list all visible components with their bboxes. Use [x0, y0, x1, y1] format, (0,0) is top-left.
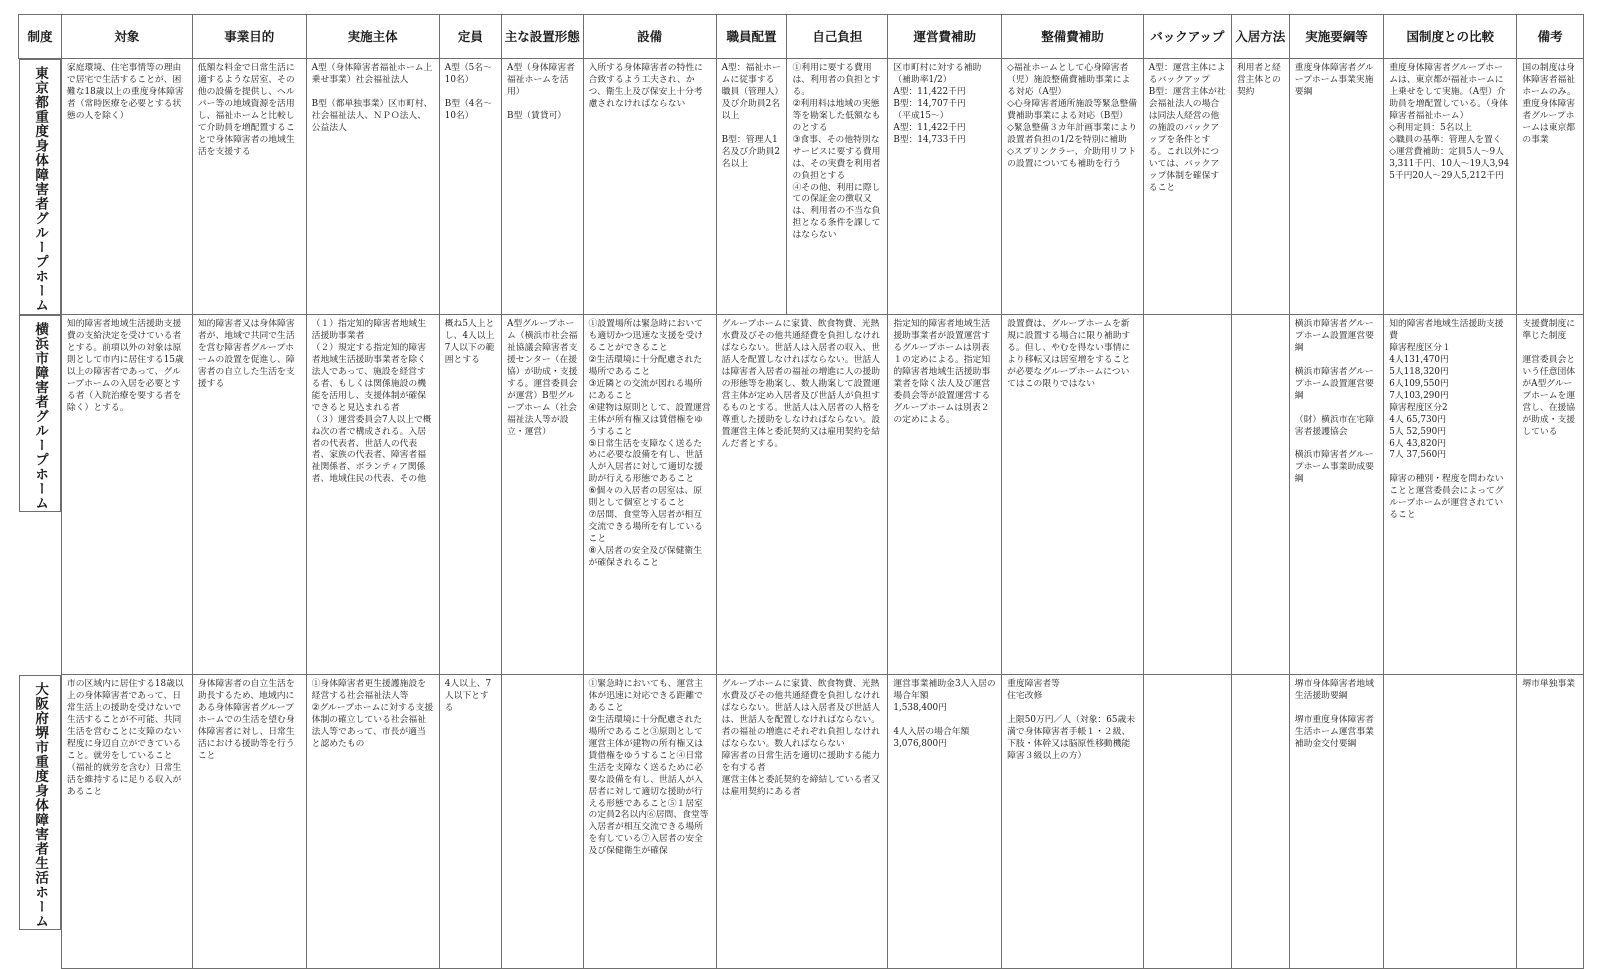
- backup-cell: [1145, 676, 1230, 682]
- header-guidelines: 実施要綱等: [1289, 15, 1383, 59]
- comparison-cell: 知的障害者地域生活援助支援費 障害程度区分１ 4人131,470円 5人118,320円 6人109,550円 7人103,290円 障害程度区分2 4人 65,730円 5人 52,590円 6人 43,820円 7人 37,560円 障害の種別・程度を問わないことと運営委員会によってグループホームが運営されていること: [1389, 319, 1504, 521]
- purpose-cell: 低額な料金で日常生活に適するような居室、その他の設備を提供し、ヘルパー等の地域資源を活用し、福祉ホームと比較して介助員を増配置することで身体障害者の地域生活を支援する: [197, 63, 295, 157]
- system-name: 大阪府堺市重度身体障害者生活ホーム: [32, 681, 49, 928]
- header-equipment: 設備: [583, 15, 716, 59]
- header-target: 対象: [61, 15, 192, 59]
- backup-cell: A型：運営主体によるバックアップ B型：運営主体が社会福祉法人の場合は同法人経営の他の施設のバックアップを条件とする。これ以外については、バックアップ体制を確保すること: [1148, 63, 1226, 193]
- operator-cell: （１）指定知的障害者地域生活援助事業者 （２）規定する指定知的障害者地域生活援助事業者を除く法人であって、施設を経営する者、もしくは関係施設の機能を活用し、支援体制が確保できると見込まれる者 （３）運営委員会7人以上で概ね次の者で構成される。入居者の代表者、世話人の代表者、家族の代表者、障害者福祉関係者、ボランティア関係者、地域住民の代表、その他: [311, 319, 432, 485]
- purpose-cell: 知的障害者又は身体障害者が、地域で共同で生活を営む障害者グループホームの設置を促進し、障害者の自立した生活を支援する: [197, 319, 295, 389]
- remarks-cell: 国の制度は身体障害者福祉ホームのみ。 重度身体障害者グループホームは東京都の事業: [1522, 63, 1576, 145]
- admission-cell: [1233, 316, 1288, 322]
- table-row-yokohama: [19, 315, 1584, 675]
- backup-cell: [1145, 316, 1230, 322]
- target-cell: 市の区域内に居住する18歳以上の身体障害者であって、日常生活上の援助を受けないで生活することが不可能、共同生活を営むことに支障のない程度に身辺自立ができていること。就労をしていること（福祉的就労を含む）日常生活を維持するに足りる収入があること: [66, 679, 184, 797]
- operation-subsidy-cell: 運営事業補助金3人入居の場合年額 1,538,400円 4人入居の場合年額 3,076,800円: [893, 679, 996, 749]
- header-remarks: 備考: [1517, 15, 1584, 59]
- guidelines-cell: 横浜市障害者グループホーム設置運営要綱 横浜市障害者グループホーム設置運営要綱 （財）横浜市在宅障害者援護協会 横浜市障害者グループホーム事業助成要綱: [1294, 319, 1374, 485]
- system-name: 横浜市障害者グループホーム: [32, 321, 49, 510]
- header-system: 制度: [19, 15, 62, 59]
- system-name-cell: [19, 315, 61, 513]
- header-admission: 入居方法: [1231, 15, 1289, 59]
- comparison-table-sheet: [18, 14, 1584, 944]
- equipment-cell: ①設置場所は緊急時においても適切かつ迅速な支援を受けることができること ②生活環境に十分配慮された場所であること ③近隣との交流が図れる場所にあること ④建物は原則として、設置運営主体が所有権又は賃借権をゆうすること ⑤日常生活を支障なく送るために必要な設備を有し、世話人が入居者に対して適切な援助が行える形態であること ⑥個々の入居者の居室は、原則として個室とすること ⑦居間、食堂等入居者が相互交流できる場所を有していること ⑧入居者の安全及び保健衛生が確保されること: [588, 319, 711, 569]
- self-burden-cell: ①利用に要する費用は、利用者の負担とする。 ②利用料は地域の実態等を勘案した低額なものとする ③食事、その他特別なサービスに要する費用は、その実費を利用者の負担とする ④その他、利用に際しての保証金の徴収又は、利用者の不当な負担となる条件を課してはならない: [792, 63, 881, 241]
- comparison-table: [18, 14, 1584, 969]
- maintenance-subsidy-cell: 設置費は、グループホームを新規に設置する場合に限り補助する。但し、やむを得ない事情により移転又は居室増をすることが必要なグループホームについてはこの限りではない: [1007, 319, 1131, 389]
- operator-cell: A型（身体障害者福祉ホーム上乗せ事業）社会福祉法人 B型（都単独事業）区市町村、社会福祉法人、ＮＰＯ法人、公益法人: [311, 63, 433, 133]
- facility-type-cell: A型（身体障害者福祉ホームを活用） B型（賃貸可）: [506, 63, 575, 121]
- header-facility-type: 主な設置形態: [501, 15, 583, 59]
- staffing-cell: A型：福祉ホームに従事する職員（管理人）及び介助員2名以上 B型：管理人1名及び介助員2名以上: [721, 63, 781, 169]
- capacity-cell: A型（5名〜10名） B型（4名〜10名）: [444, 63, 492, 121]
- operation-subsidy-cell: 指定知的障害者地域生活援助事業者が設置運営するグループホームは別表１の定めによる。指定知的障害者地域生活援助事業者を除く法人及び運営委員会等が設置運営するグループホームは別表２の定めによる。: [893, 319, 991, 425]
- header-backup: バックアップ: [1143, 15, 1231, 59]
- header-purpose: 事業目的: [192, 15, 306, 59]
- remarks-cell: 堺市単独事業: [1522, 679, 1576, 689]
- staffing-cell: グループホームに家賃、飲食物費、光熱水費及びその他共通経費を負担しなければならない。世話人は入居者の収入、世話人を配置しなければならない。世話人は障害者入居者の福祉の増進に人の援助の形態等を勘案し、数人勘案して設置運営主体が定め入居者及び世話人が負担するものとする。世話人は入居者の人格を尊重した援助をしなければならない。設置運営主体と委託契約又は雇用契約を結んだ者とする。: [721, 319, 880, 449]
- facility-type-cell: [503, 676, 582, 682]
- admission-cell: [1233, 676, 1288, 682]
- header-capacity: 定員: [439, 15, 501, 59]
- purpose-cell: 身体障害者の自立生活を助長するため、地域内にある身体障害者グループホームでの生活を望む身体障害者に対し、日常生活における援助等を行うこと: [197, 679, 295, 761]
- header-staffing: 職員配置: [716, 15, 787, 59]
- admission-cell: 利用者と経営主体との契約: [1236, 63, 1281, 97]
- target-cell: 家庭環境、住宅事情等の理由で居宅で生活することが、困難な18歳以上の重度身体障害者（常時医療を必要とする状態の人を除く）: [66, 63, 184, 121]
- header-operation-subsidy: 運営費補助: [888, 15, 1002, 59]
- header-self-burden: 自己負担: [787, 15, 888, 59]
- guidelines-cell: 重度身体障害者グループホーム事業実施要綱: [1294, 63, 1374, 97]
- capacity-cell: 概ね5人上とし、4人以上7人以下の範囲とする: [444, 319, 495, 365]
- system-name: 東京都重度身体障害者グループホーム: [32, 66, 49, 313]
- equipment-cell: ①緊急時においても、運営主体が迅速に対応できる距離であること ②生活環境に十分配慮された場所であること③原則として運営主体が建物の所有権又は賃借権をゆうすること④日常生活を支障なく送るために必要な設備を有し、世話人が入居者に対して適切な援助が行える形態であること⑤１居室の定員2名以内⑥居間、食堂等入居者が相互交流できる場所を有している⑦入居者の安全及び保健衛生が確保: [588, 679, 709, 857]
- table-row-tokyo: [19, 59, 1584, 315]
- table-row-sakai: [19, 675, 1584, 969]
- comparison-cell: 重度身体障害者グループホームは、東京都が福祉ホームに上乗せをして実施。（A型）介助員を増配置している。（身体障害者福祉ホーム） ◇利用定員：5名以上 ◇職員の基準：管理人を置く ◇運営費補助：定員5人〜9人3,311千円、10人〜19人3,945千円20人〜29人5,212千円: [1389, 63, 1510, 181]
- equipment-cell: 入所する身体障害者の特性に合致するよう工夫され、かつ、衛生上及び保安上十分考慮されなければならない: [588, 63, 703, 109]
- operation-subsidy-cell: 区市町村に対する補助（補助率1/2） A型：11,422千円 B型：14,707千円 （平成15〜） A型：11,422千円 B型：14,733千円: [893, 63, 982, 145]
- operator-cell: ①身体障害者更生援護施設を経営する社会福祉法人等 ②グループホームに対する支援体制の確立している社会福祉法人等であって、市長が適当と認めたもの: [311, 679, 434, 749]
- capacity-cell: 4人以上、7人以下とする: [444, 679, 492, 713]
- system-name-cell: [19, 59, 61, 315]
- header-row: [19, 15, 1584, 59]
- system-name-cell: [19, 675, 61, 931]
- header-comparison: 国制度との比較: [1384, 15, 1517, 59]
- remarks-cell: 支援費制度に準じた制度 運営委員会という任意団体がA型グループホームを運営し、在援協が助成・支援している: [1522, 319, 1576, 437]
- guidelines-cell: 堺市身体障害者地域生活援助要綱 堺市重度身体障害者生活ホーム運営事業補助金交付要綱: [1294, 679, 1374, 749]
- maintenance-subsidy-cell: ◇福祉ホームとして心身障害者（児）施設整備費補助事業による対応（A型） ◇心身障害者通所施設等緊急整備費補助事業による対応（B型） ◇緊急整備３カ年計画事業により設置者負担の1/2を特別に補助 ◇スプリンクラー、介助用リフトの設置についても補助を行う: [1007, 63, 1138, 169]
- comparison-cell: [1385, 676, 1515, 682]
- maintenance-subsidy-cell: 重度障害者等 住宅改修 上限50万円／人（対象：65歳未満で身体障害者手帳１・２級、下肢・体幹又は脳原性移動機能障害３級以上の方）: [1007, 679, 1136, 761]
- target-cell: 知的障害者地域生活援助支援費の支給決定を受けている者とする。前項以外の対象は原則として市内に居住する15歳以上の障害者であって、グループホームの入居を必要とする者（入院治療を要する者を除く）とする。: [66, 319, 184, 413]
- staffing-cell: グループホームに家賃、飲食物費、光熱水費及びその他共通経費を負担しなければならない。世話人は入居者及び世話人は、世話人を配置しなければならない。者の福祉の増進にそれぞれ負担しなければならない。数人ればならない 障害者の日常生活を適切に援助する能力を有する者 運営主体と委託契約を締結している者又は雇用契約にある者: [721, 679, 880, 797]
- header-maintenance-subsidy: 整備費補助: [1002, 15, 1144, 59]
- facility-type-cell: A型グループホーム（横浜市社会福祉協議会障害者支援センター（在援協）が助成・支援する。運営委員会が運営）B型グループホーム（社会福祉法人等が設立・運営）: [506, 319, 578, 437]
- header-operator: 実施主体: [306, 15, 439, 59]
